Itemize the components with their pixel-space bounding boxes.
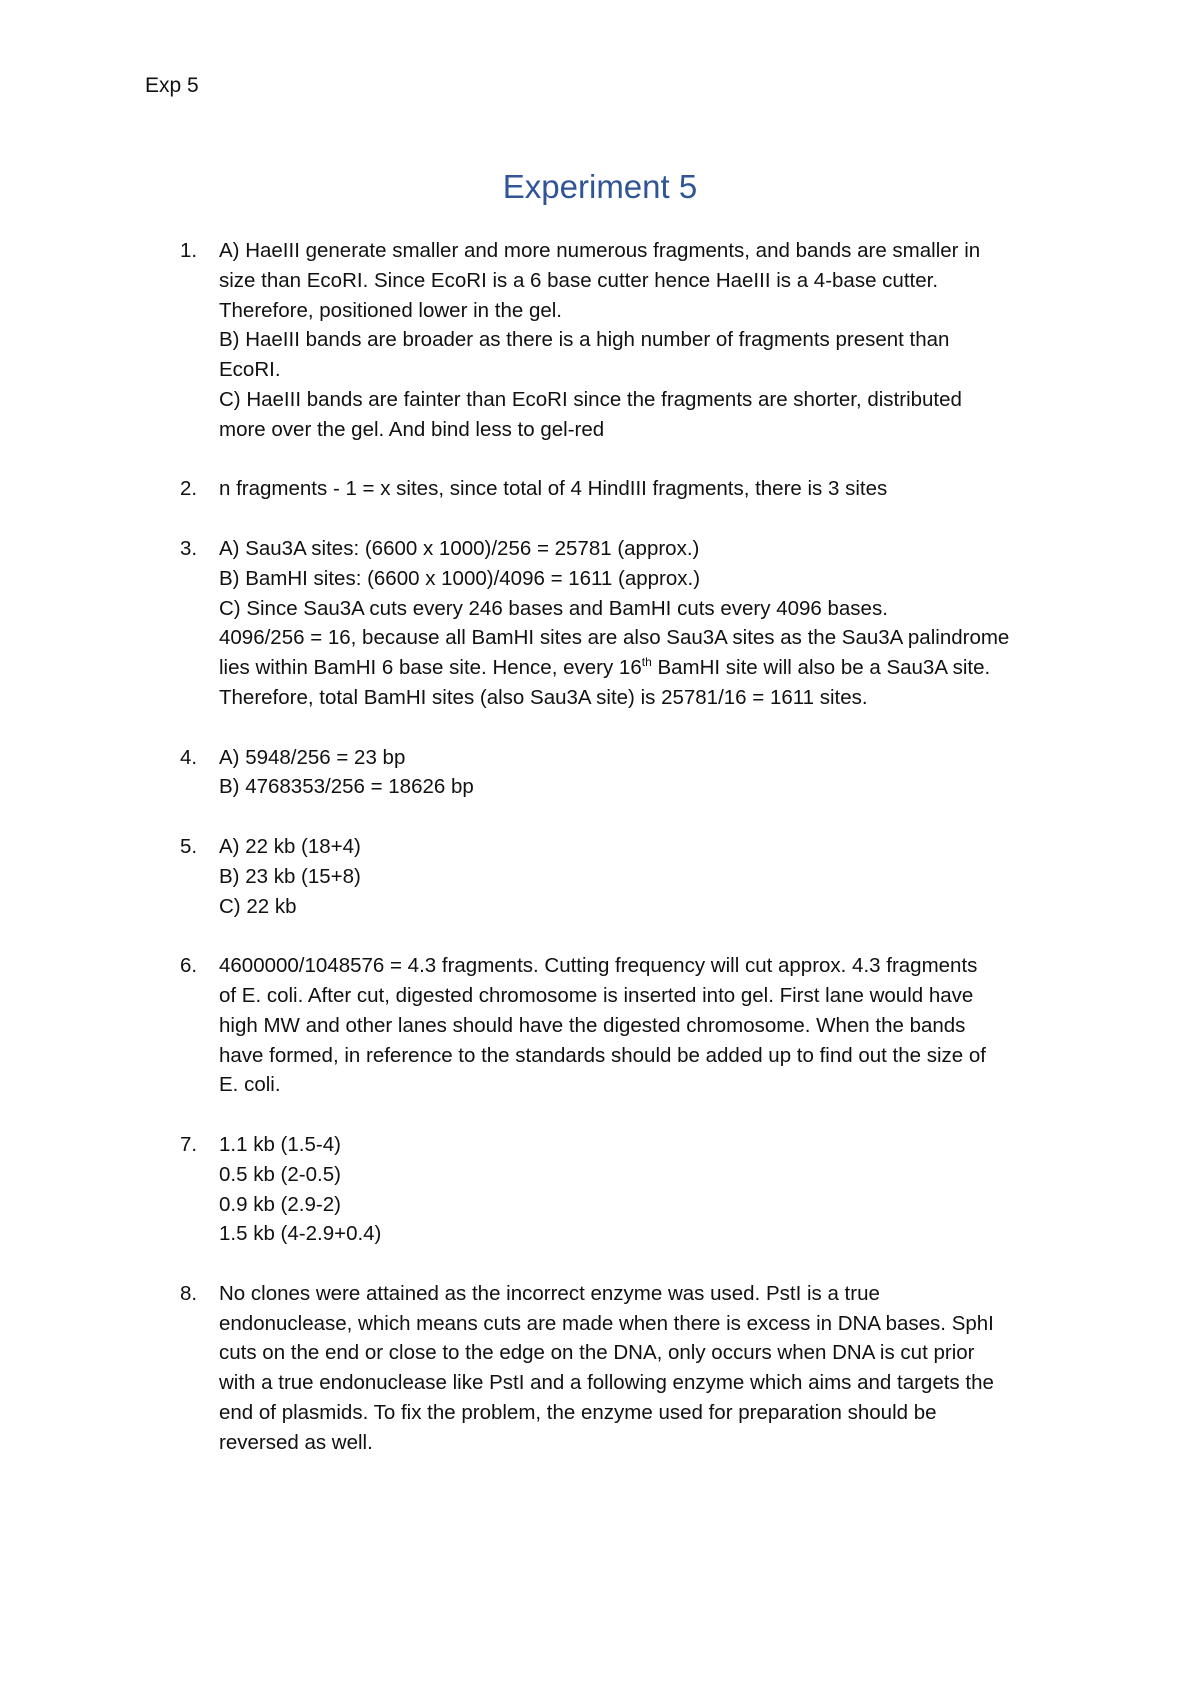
text-line: 0.5 kb (2-0.5)	[219, 1162, 341, 1186]
text-line: Therefore, positioned lower in the gel.	[219, 298, 563, 322]
item-body	[219, 474, 1080, 504]
text-line: Therefore, total BamHI sites (also Sau3A site) is 25781/16 = 1611 sites.	[219, 685, 868, 709]
text-line: C) Since Sau3A cuts every 246 bases and BamHI cuts every 4096 bases.	[219, 596, 888, 620]
answer-item-8	[180, 1279, 1080, 1458]
text-line: size than EcoRI. Since EcoRI is a 6 base cutter hence HaeIII is a 4-base cutter.	[219, 268, 939, 292]
item-number: 1.	[180, 239, 198, 262]
text-line: cuts on the end or close to the edge on the DNA, only occurs when DNA is cut prior	[219, 1341, 975, 1365]
item-body	[219, 534, 1080, 713]
text-line: high MW and other lanes should have the digested chromosome. When the bands	[219, 1013, 966, 1037]
item-body	[219, 743, 1080, 803]
text-line: B) HaeIII bands are broader as there is a high number of fragments present than	[219, 328, 950, 352]
answer-list	[180, 236, 1080, 1487]
item-body	[219, 832, 1080, 921]
item-number: 6.	[180, 954, 198, 978]
text-line: n fragments - 1 = x sites, since total of 4 HindIII fragments, there is 3 sites	[219, 477, 888, 501]
text-line: 0.9 kb (2.9-2)	[219, 1192, 341, 1216]
item-number: 7.	[180, 1132, 198, 1156]
text-line: No clones were attained as the incorrect enzyme was used. PstI is a true	[219, 1281, 880, 1305]
item-number: 5.	[180, 834, 198, 858]
item-body	[219, 1130, 1080, 1249]
text-line: end of plasmids. To fix the problem, the enzyme used for preparation should be	[219, 1401, 937, 1425]
text-line: B) BamHI sites: (6600 x 1000)/4096 = 1611 (approx.)	[219, 566, 701, 590]
text-line: B) 23 kb (15+8)	[219, 864, 361, 888]
page-header: Exp 5	[145, 74, 199, 97]
text-line: with a true endonuclease like PstI and a following enzyme which aims and targets the	[219, 1371, 994, 1395]
page-title: Experiment 5	[502, 168, 698, 205]
text-segment: lies within BamHI 6 base site. Hence, every 16	[219, 656, 642, 680]
text-line: A) HaeIII generate smaller and more numerous fragments, and bands are smaller in	[219, 239, 981, 262]
text-line: B) 4768353/256 = 18626 bp	[219, 775, 474, 799]
answer-item-1	[180, 236, 1080, 445]
item-number: 4.	[180, 745, 198, 769]
answer-item-3	[180, 534, 1080, 713]
item-number: 8.	[180, 1281, 198, 1305]
text-line-with-superscript	[219, 653, 1080, 683]
item-body	[219, 1279, 1080, 1458]
text-line: endonuclease, which means cuts are made when there is excess in DNA bases. SphI	[219, 1311, 994, 1335]
text-line: 4096/256 = 16, because all BamHI sites are also Sau3A sites as the Sau3A palindrome	[219, 626, 1010, 650]
item-body	[219, 236, 1080, 445]
text-line: E. coli.	[219, 1073, 281, 1097]
answer-item-7	[180, 1130, 1080, 1249]
text-line: A) Sau3A sites: (6600 x 1000)/256 = 25781 (approx.)	[219, 536, 700, 560]
text-line: 1.5 kb (4-2.9+0.4)	[219, 1222, 382, 1246]
text-line: 1.1 kb (1.5-4)	[219, 1132, 341, 1156]
text-line: C) HaeIII bands are fainter than EcoRI since the fragments are shorter, distributed	[219, 387, 962, 411]
text-line: EcoRI.	[219, 358, 281, 382]
text-line: A) 5948/256 = 23 bp	[219, 745, 406, 769]
item-body	[219, 951, 1080, 1100]
text-line: 4600000/1048576 = 4.3 fragments. Cutting frequency will cut approx. 4.3 fragments	[219, 954, 978, 978]
answer-item-6	[180, 951, 1080, 1100]
text-line: A) 22 kb (18+4)	[219, 834, 361, 858]
text-line: reversed as well.	[219, 1430, 373, 1454]
item-number: 3.	[180, 536, 198, 560]
answer-item-2	[180, 474, 1080, 504]
text-line: have formed, in reference to the standards should be added up to find out the size of	[219, 1043, 986, 1067]
answer-item-5	[180, 832, 1080, 921]
item-number: 2.	[180, 477, 198, 501]
answer-item-4	[180, 743, 1080, 803]
text-segment: BamHI site will also be a Sau3A site.	[651, 656, 991, 680]
superscript: th	[641, 655, 652, 670]
text-line: more over the gel. And bind less to gel-red	[219, 417, 605, 441]
text-line: C) 22 kb	[219, 894, 297, 918]
text-line: of E. coli. After cut, digested chromosome is inserted into gel. First lane would have	[219, 983, 974, 1007]
